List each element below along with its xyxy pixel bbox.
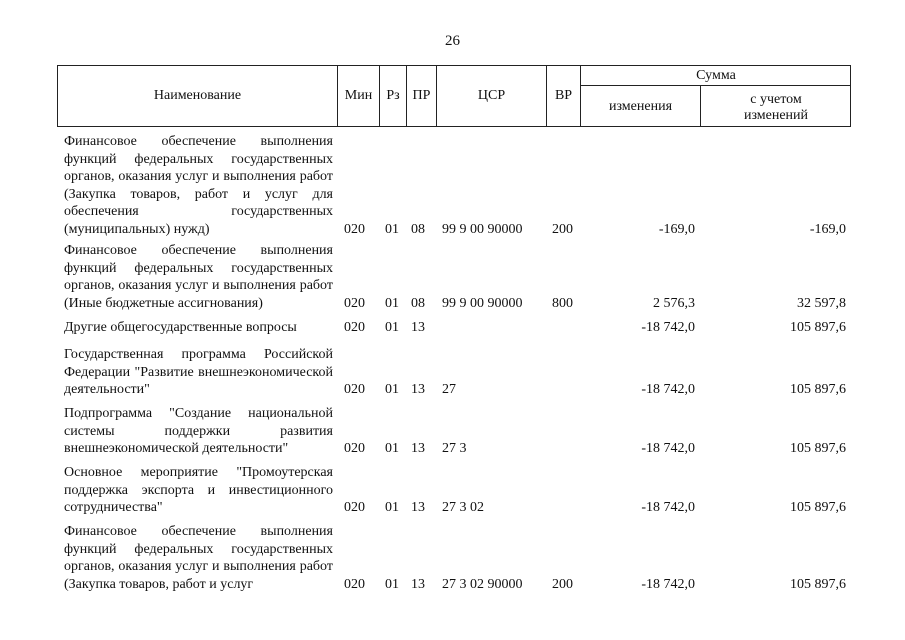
row-csr: 99 9 00 90000 — [442, 295, 523, 311]
row-total: 105 897,6 — [790, 441, 846, 457]
row-name: Другие общегосударственные вопросы — [64, 320, 297, 335]
row-change: -18 742,0 — [641, 500, 695, 516]
row-min: 020 — [344, 441, 365, 457]
header-vr: ВР — [554, 88, 573, 103]
header-csr: ЦСР — [477, 88, 506, 103]
sum-divider — [580, 85, 851, 86]
header-with-change — [701, 92, 851, 124]
row-total: 32 597,8 — [797, 295, 846, 311]
row-min: 020 — [344, 222, 365, 237]
table-row — [0, 133, 905, 239]
header-min: Мин — [344, 88, 373, 103]
row-pr: 08 — [411, 295, 425, 311]
row-min: 020 — [344, 500, 365, 516]
row-vr: 800 — [552, 295, 573, 311]
row-name: Финансовое обеспечение выполнения функций федеральных государственных органов, оказания услуг и выполнения работ (Закупка товаров, работ и услуг — [64, 524, 333, 592]
header-pr: ПР — [412, 88, 431, 103]
row-change: -18 742,0 — [641, 382, 695, 398]
row-change: 2 576,3 — [653, 295, 695, 311]
row-pr: 13 — [411, 500, 425, 516]
row-rz: 01 — [385, 222, 399, 237]
row-change: -169,0 — [658, 222, 695, 237]
row-csr: 27 3 — [442, 441, 467, 457]
table-row — [0, 242, 905, 312]
row-rz: 01 — [385, 576, 399, 592]
header-rz: Рз — [386, 88, 400, 103]
row-min: 020 — [344, 576, 365, 592]
row-name: Подпрограмма "Создание национальной системы поддержки развития внешнеэкономической деятельности" — [64, 406, 333, 457]
row-csr: 27 3 02 90000 — [442, 576, 523, 592]
row-min: 020 — [344, 382, 365, 398]
row-pr: 13 — [411, 576, 425, 592]
row-total: 105 897,6 — [790, 500, 846, 516]
row-rz: 01 — [385, 320, 399, 335]
row-name: Финансовое обеспечение выполнения функций федеральных государственных органов, оказания услуг и выполнения работ (Закупка товаров, работ и услуг для обеспечения государственных (муниципальных) нужд) — [64, 134, 333, 237]
header-sum: Сумма — [696, 68, 736, 83]
row-pr: 13 — [411, 441, 425, 457]
row-rz: 01 — [385, 382, 399, 398]
header-name: Наименование — [153, 88, 242, 103]
row-rz: 01 — [385, 295, 399, 311]
row-name: Основное мероприятие "Промоутерская поддержка экспорта и инвестиционного сотрудничества" — [64, 465, 333, 516]
row-pr: 13 — [411, 382, 425, 398]
row-change: -18 742,0 — [641, 320, 695, 335]
table-row — [0, 464, 905, 517]
row-csr: 27 — [442, 382, 456, 398]
table-row — [0, 319, 905, 337]
row-change: -18 742,0 — [641, 441, 695, 457]
row-vr: 200 — [552, 222, 573, 237]
row-total: 105 897,6 — [790, 382, 846, 398]
row-total: 105 897,6 — [790, 576, 846, 592]
row-total: -169,0 — [809, 222, 846, 237]
row-csr: 27 3 02 — [442, 500, 484, 516]
row-total: 105 897,6 — [790, 320, 846, 335]
header-with-change-line1: с учетом — [750, 92, 802, 107]
header-change: изменения — [608, 99, 673, 114]
row-pr: 08 — [411, 222, 425, 237]
table-row — [0, 405, 905, 458]
row-min: 020 — [344, 295, 365, 311]
page-number: 26 — [445, 33, 460, 49]
row-vr: 200 — [552, 576, 573, 592]
row-change: -18 742,0 — [641, 576, 695, 592]
table-row — [0, 346, 905, 399]
row-rz: 01 — [385, 500, 399, 516]
row-name: Финансовое обеспечение выполнения функций федеральных государственных органов, оказания услуг и выполнения работ (Иные бюджетные ассигнования) — [64, 243, 333, 311]
row-csr: 99 9 00 90000 — [442, 222, 523, 237]
row-name: Государственная программа Российской Федерации "Развитие внешнеэкономической деятельности" — [64, 347, 333, 398]
row-rz: 01 — [385, 441, 399, 457]
row-pr: 13 — [411, 320, 425, 335]
table-row — [0, 523, 905, 593]
row-min: 020 — [344, 320, 365, 335]
header-with-change-line2: изменений — [743, 108, 809, 123]
